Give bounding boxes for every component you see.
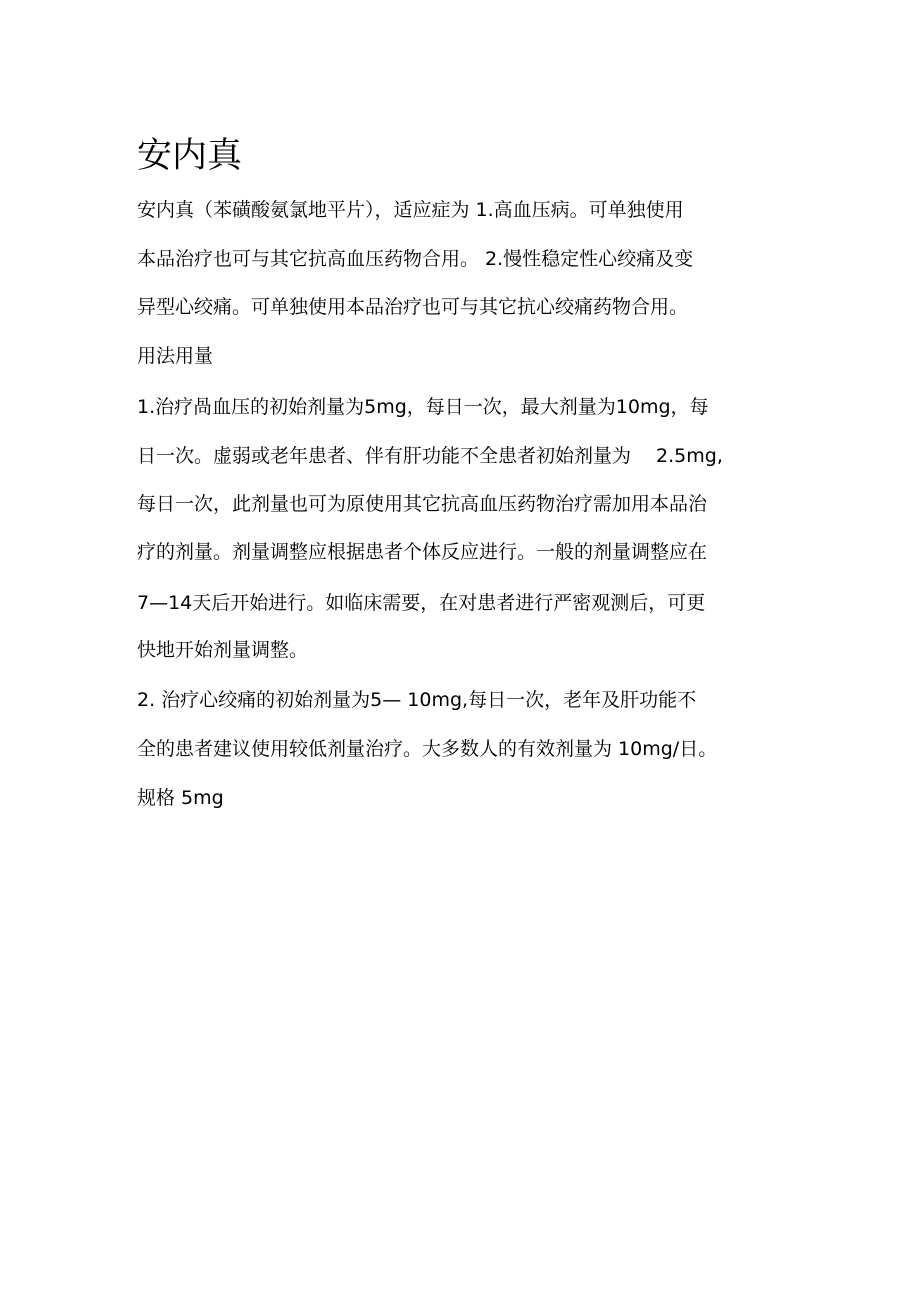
- page-title: 安内真: [137, 136, 243, 176]
- paragraph-line: 每日一次，此剂量也可为原使用其它抗高血压药物治疗需加用本品治: [137, 493, 708, 515]
- paragraph-line: 疗的剂量。剂量调整应根据患者个体反应进行。一般的剂量调整应在: [137, 541, 708, 563]
- paragraph-line: 1.治疗咼血压的初始剂量为5mg，每日一次，最大剂量为10mg，每: [137, 396, 709, 418]
- paragraph-line: 本品治疗也可与其它抗高血压药物合用。 2.慢性稳定性心绞痛及变: [137, 248, 694, 270]
- paragraph-line: 7—14天后开始进行。如临床需要，在对患者进行严密观测后，可更: [137, 592, 706, 614]
- paragraph-line: 安内真（苯磺酸氨氯地平片），适应症为 1.高血压病。可单独使用: [137, 199, 684, 221]
- spec-line: 规格 5mg: [137, 787, 224, 809]
- paragraph-line: 快地开始剂量调整。: [137, 639, 309, 661]
- section-heading: 用法用量: [137, 345, 214, 367]
- paragraph-line: 2. 治疗心绞痛的初始剂量为5— 10mg,每日一次，老年及肝功能不: [137, 689, 697, 711]
- paragraph-line: 日一次。虚弱或老年患者、伴有肝功能不全患者初始剂量为 2.5mg,: [137, 445, 723, 467]
- paragraph-line: 异型心绞痛。可单独使用本品治疗也可与其它抗心绞痛药物合用。: [137, 296, 689, 318]
- paragraph-line: 全的患者建议使用较低剂量治疗。大多数人的有效剂量为 10mg/日。: [137, 738, 718, 760]
